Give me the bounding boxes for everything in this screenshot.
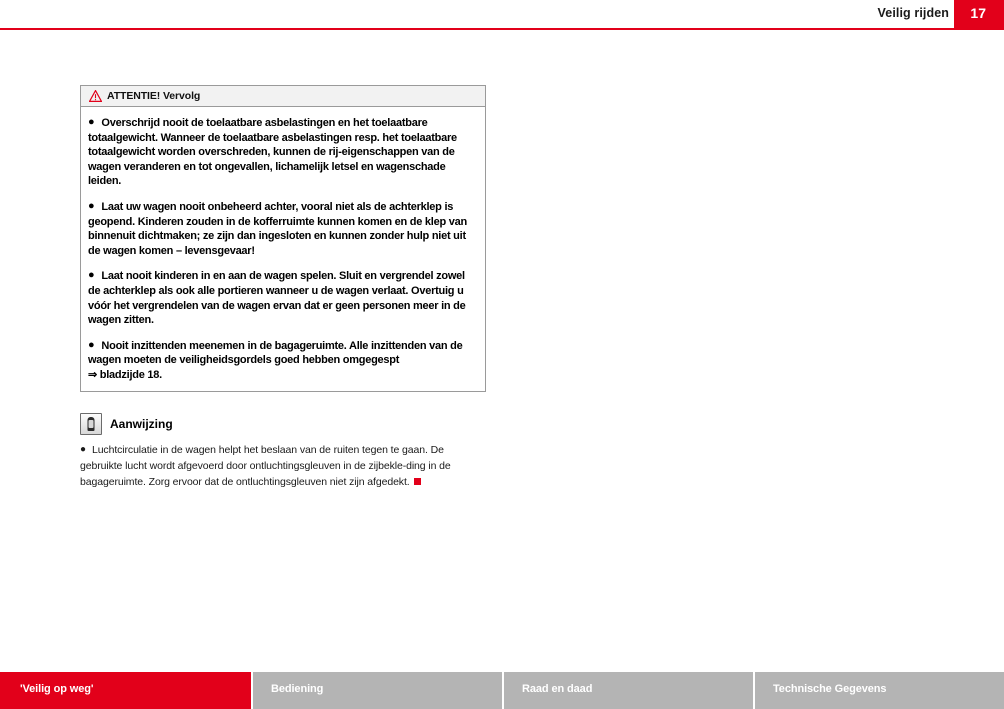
warning-item-text: Overschrijd nooit de toelaatbare asbelastingen en het toelaatbare totaalgewicht. Wanneer de toelaatbare asbelastingen resp. het toelaatbare totaalgewicht worden overschreden, kunnen de rij-eigenschappen van de wagen veranderen en tot ongevallen, lichamelijk letsel en wagenschade leiden. <box>88 117 457 188</box>
footer-tab-bar <box>0 672 1004 709</box>
bullet-icon: ● <box>88 116 95 128</box>
bullet-icon: ● <box>88 199 95 212</box>
warning-item-text: Nooit inzittenden meenemen in de bagageruimte. Alle inzittenden van de wagen moeten de veiligheidsgordels goed hebben omgegespt <box>88 339 463 367</box>
reference-target: bladzijde 18. <box>99 368 162 381</box>
bullet-icon: ● <box>88 269 95 282</box>
warning-item-text: Laat uw wagen nooit onbeheerd achter, vooral niet als de achterklep is geopend. Kinderen zouden in de kofferruimte kunnen komen en de klep van binnenuit dichtmaken; ze zijn dan ingesloten en kunnen zonder hulp niet uit de wagen komen – levensgevaar! <box>88 200 467 257</box>
warning-box-title: ATTENTIE! Vervolg <box>107 90 201 102</box>
footer-tab-technische-gegevens[interactable] <box>753 672 1004 709</box>
tab-divider <box>251 672 253 709</box>
note-header <box>80 412 486 436</box>
footer-tab-veilig-op-weg[interactable] <box>0 672 251 709</box>
bullet-icon: ● <box>80 443 86 455</box>
warning-triangle-icon <box>89 90 102 102</box>
tab-divider <box>753 672 755 709</box>
warning-item-text: Laat nooit kinderen in en aan de wagen spelen. Sluit en vergrendel zowel de achterklep als ook alle portieren wanneer u de wagen verlaat. Overtuig u vóór het vergrendelen van de wagen ervan dat er geen personen meer in de wagen zitten. <box>88 270 466 327</box>
footer-tab-label: Technische Gegevens <box>773 683 887 695</box>
warning-box-body <box>81 107 485 391</box>
footer-tab-label: Raad en daad <box>522 683 593 695</box>
footer-tab-label: Bediening <box>271 683 324 695</box>
pointing-hand-note-icon <box>80 413 102 435</box>
warning-box-header <box>81 86 485 107</box>
note-text: Luchtcirculatie in de wagen helpt het beslaan van de ruiten tegen te gaan. De gebruikte lucht wordt afgevoerd door ontluchtingsgleuven in de zijbekle-ding in de bagageruimte. Zorg ervoor dat de ontluchtingsgleuven niet zijn afgedekt. <box>80 443 451 488</box>
page-header <box>0 0 1004 28</box>
header-divider <box>0 28 1004 30</box>
page-content <box>80 85 490 490</box>
warning-list-item <box>88 200 478 258</box>
reference-arrow-icon: ⇒ <box>88 368 97 381</box>
footer-tab-bediening[interactable] <box>251 672 502 709</box>
bullet-icon: ● <box>88 338 95 351</box>
warning-list-item <box>88 269 478 327</box>
footer-tab-label: 'Veilig op weg' <box>20 683 94 695</box>
hand-glyph <box>88 417 95 431</box>
note-block <box>80 412 486 490</box>
warning-list-item <box>88 339 478 383</box>
end-of-section-marker <box>414 478 421 485</box>
header-section-title: Veilig rijden <box>877 6 949 20</box>
page-number: 17 <box>970 5 986 21</box>
footer-tab-raad-en-daad[interactable] <box>502 672 753 709</box>
note-title: Aanwijzing <box>110 416 173 431</box>
note-body <box>80 442 486 490</box>
warning-box <box>80 85 486 392</box>
warning-cross-reference <box>88 368 478 383</box>
warning-list-item <box>88 116 478 189</box>
tab-divider <box>502 672 504 709</box>
